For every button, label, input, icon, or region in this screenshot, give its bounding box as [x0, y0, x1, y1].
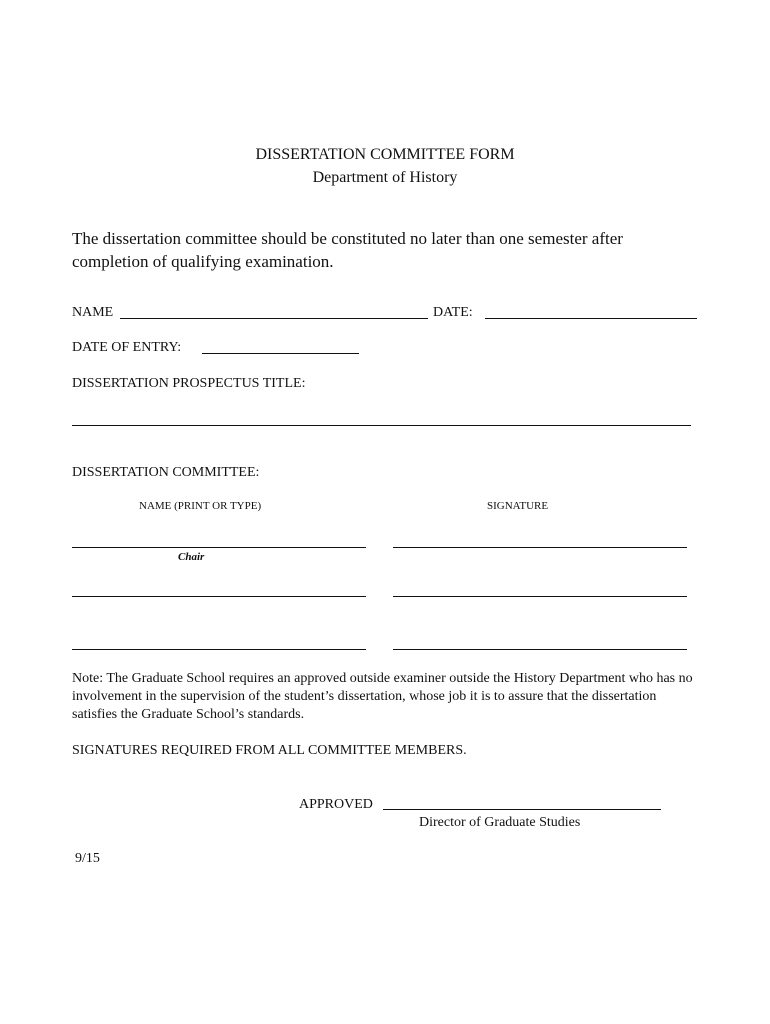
name-column-header: NAME (PRINT OR TYPE) — [139, 500, 262, 512]
committee-member-3-signature-field[interactable] — [393, 649, 687, 650]
director-title: Director of Graduate Studies — [419, 815, 581, 830]
committee-label: DISSERTATION COMMITTEE: — [72, 465, 260, 480]
date-of-entry-field[interactable] — [202, 353, 359, 354]
committee-member-3-name-field[interactable] — [72, 649, 366, 650]
committee-member-2-name-field[interactable] — [72, 596, 366, 597]
approved-label: APPROVED — [299, 797, 373, 812]
revision-date: 9/15 — [75, 851, 100, 866]
date-field[interactable] — [485, 318, 697, 319]
prospectus-title-label: DISSERTATION PROSPECTUS TITLE: — [72, 376, 306, 391]
graduate-school-note: Note: The Graduate School requires an approved outside examiner outside the History Department who has no involvement in the supervision of the student’s dissertation, whose job it is to assure that the dissertation satisfies the Graduate School’s standards. — [72, 671, 693, 722]
committee-chair-signature-field[interactable] — [393, 547, 687, 548]
signatures-required-notice: SIGNATURES REQUIRED FROM ALL COMMITTEE MEMBERS. — [72, 743, 467, 758]
date-of-entry-label: DATE OF ENTRY: — [72, 340, 182, 355]
form-title: DISSERTATION COMMITTEE FORM — [255, 146, 515, 163]
prospectus-title-field[interactable] — [72, 425, 691, 426]
signature-column-header: SIGNATURE — [487, 500, 549, 512]
approved-signature-field[interactable] — [383, 809, 661, 810]
committee-chair-name-field[interactable] — [72, 547, 366, 548]
committee-member-2-signature-field[interactable] — [393, 596, 687, 597]
date-label: DATE: — [433, 305, 473, 320]
department-name: Department of History — [312, 169, 458, 186]
name-label: NAME — [72, 305, 114, 320]
chair-label: Chair — [178, 551, 205, 563]
name-field[interactable] — [120, 318, 428, 319]
intro-paragraph: The dissertation committee should be constituted no later than one semester after completion of qualifying examination. — [72, 229, 623, 271]
